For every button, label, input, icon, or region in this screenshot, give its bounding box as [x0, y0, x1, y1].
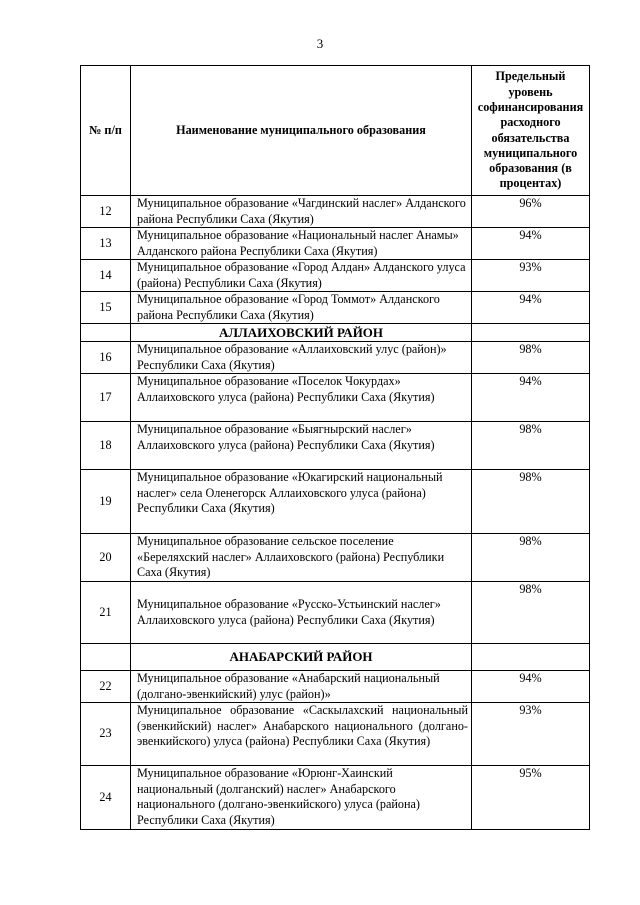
row-percent: 93% — [472, 703, 590, 766]
row-percent: 93% — [472, 260, 590, 292]
row-name: Муниципальное образование «Город Алдан» Алданского улуса (района) Республики Саха (Якутия) — [131, 260, 472, 292]
page-number: 3 — [316, 36, 324, 51]
column-header-number: № п/п — [81, 66, 131, 196]
row-name: Муниципальное образование «Аллаиховский улус (район)» Республики Саха (Якутия) — [131, 342, 472, 374]
section-row — [81, 644, 590, 671]
row-name: Муниципальное образование «Чагдинский наслег» Алданского района Республики Саха (Якутия) — [131, 196, 472, 228]
row-number: 12 — [81, 196, 131, 228]
cofinancing-table — [80, 65, 590, 830]
section-row — [81, 324, 590, 342]
row-number: 22 — [81, 671, 131, 703]
table-row — [81, 582, 590, 644]
table-row — [81, 196, 590, 228]
row-percent: 94% — [472, 228, 590, 260]
row-number: 18 — [81, 422, 131, 470]
section-spacer — [81, 644, 131, 671]
section-spacer — [472, 644, 590, 671]
table-row — [81, 766, 590, 830]
row-percent: 98% — [472, 422, 590, 470]
row-number: 16 — [81, 342, 131, 374]
row-percent: 94% — [472, 671, 590, 703]
row-number: 24 — [81, 766, 131, 830]
row-number: 14 — [81, 260, 131, 292]
row-number: 20 — [81, 534, 131, 582]
row-percent: 98% — [472, 534, 590, 582]
row-name: Муниципальное образование сельское поселение «Береляхский наслег» Аллаиховского (района) Республики Саха (Якутия) — [131, 534, 472, 582]
row-percent: 98% — [472, 582, 590, 644]
row-name: Муниципальное образование «Юкагирский национальный наслег» села Оленегорск Аллаиховского улуса (района) Республики Саха (Якутия) — [131, 470, 472, 534]
section-title: АНАБАРСКИЙ РАЙОН — [131, 644, 472, 671]
column-header-name: Наименование муниципального образования — [131, 66, 472, 196]
row-percent: 98% — [472, 342, 590, 374]
row-percent: 94% — [472, 292, 590, 324]
row-number: 13 — [81, 228, 131, 260]
table-row — [81, 534, 590, 582]
row-name: Муниципальное образование «Национальный наслег Анамы» Алданского района Республики Саха (Якутия) — [131, 228, 472, 260]
row-name: Муниципальное образование «Быягнырский наслег» Аллаиховского улуса (района) Республики Саха (Якутия) — [131, 422, 472, 470]
table-row — [81, 260, 590, 292]
column-header-level: Предельный уровень софинансирования расходного обязательства муниципального образования (в процентах) — [472, 66, 590, 196]
row-number: 19 — [81, 470, 131, 534]
row-number: 17 — [81, 374, 131, 422]
table-row — [81, 671, 590, 703]
table-row — [81, 703, 590, 766]
row-name: Муниципальное образование «Город Томмот» Алданского района Республики Саха (Якутия) — [131, 292, 472, 324]
table-header-row — [81, 66, 590, 196]
row-name: Муниципальное образование «Русско-Устьинский наслег» Аллаиховского улуса (района) Республики Саха (Якутия) — [131, 582, 472, 644]
row-number: 21 — [81, 582, 131, 644]
row-number: 15 — [81, 292, 131, 324]
section-spacer — [472, 324, 590, 342]
row-percent: 98% — [472, 470, 590, 534]
row-percent: 95% — [472, 766, 590, 830]
table-row — [81, 422, 590, 470]
table-row — [81, 292, 590, 324]
row-percent: 96% — [472, 196, 590, 228]
section-spacer — [81, 324, 131, 342]
section-title: АЛЛАИХОВСКИЙ РАЙОН — [131, 324, 472, 342]
table-row — [81, 228, 590, 260]
row-name: Муниципальное образование «Саскылахский национальный (эвенкийский) наслег» Анабарского национального (долгано-эвенкийского) улуса (района) Республики Саха (Якутия) — [131, 703, 472, 766]
row-number: 23 — [81, 703, 131, 766]
table-row — [81, 342, 590, 374]
row-name: Муниципальное образование «Анабарский национальный (долгано-эвенкийский) улус (район)» — [131, 671, 472, 703]
row-name: Муниципальное образование «Поселок Чокурдах» Аллаиховского улуса (района) Республики Саха (Якутия) — [131, 374, 472, 422]
row-percent: 94% — [472, 374, 590, 422]
table-row — [81, 374, 590, 422]
table-row — [81, 470, 590, 534]
row-name: Муниципальное образование «Юрюнг-Хаинский национальный (долганский) наслег» Анабарского национального (долгано-эвенкийского) улуса (района) Республики Саха (Якутия) — [131, 766, 472, 830]
